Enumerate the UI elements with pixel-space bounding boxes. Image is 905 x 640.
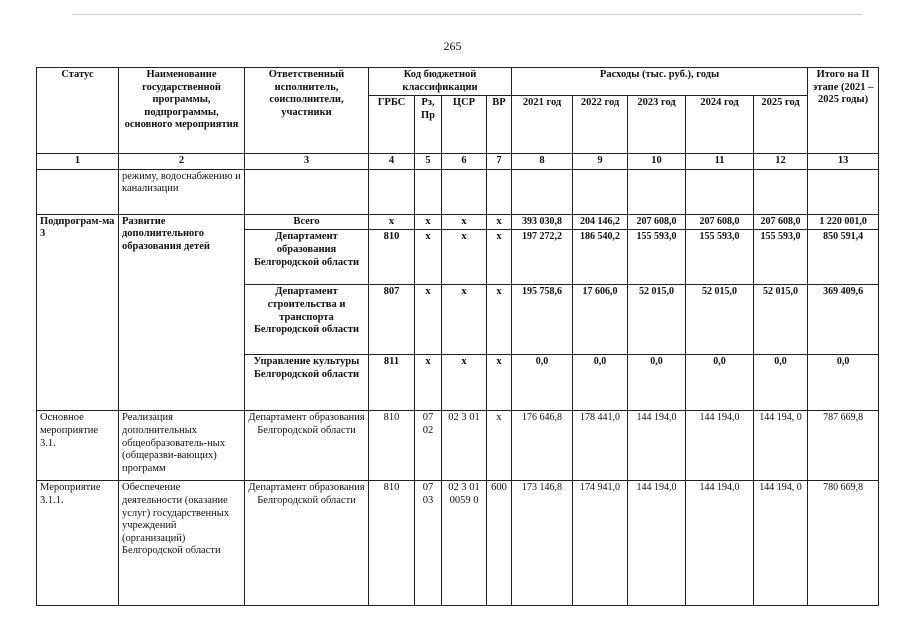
table-row <box>37 214 879 230</box>
value-2021: 197 272,2 <box>512 230 573 285</box>
value-total: 787 669,8 <box>808 411 879 481</box>
value-2024: 207 608,0 <box>686 214 754 230</box>
header-2022: 2022 год <box>573 96 628 154</box>
vr-cell: х <box>487 355 512 411</box>
value-2021: 393 030,8 <box>512 214 573 230</box>
col-num-1: 1 <box>37 154 119 170</box>
grbs-cell: 810 <box>369 481 415 606</box>
header-expenses: Расходы (тыс. руб.), годы <box>512 68 808 96</box>
col-num-3: 3 <box>245 154 369 170</box>
value-2024: 52 015,0 <box>686 285 754 355</box>
vr-cell: х <box>487 230 512 285</box>
executor-cell: Департамент строительства и транспорта Белгородской области <box>245 285 369 355</box>
value-2024: 0,0 <box>686 355 754 411</box>
value-2023: 144 194,0 <box>628 481 686 606</box>
value-2021: 0,0 <box>512 355 573 411</box>
grbs-cell: 807 <box>369 285 415 355</box>
grbs-cell: х <box>369 214 415 230</box>
value-2025: 144 194, 0 <box>754 411 808 481</box>
col-num-12: 12 <box>754 154 808 170</box>
continuation-name: режиму, водоснабжению и канализации <box>119 169 245 214</box>
value-2025: 207 608,0 <box>754 214 808 230</box>
value-2023: 52 015,0 <box>628 285 686 355</box>
executor-cell: Всего <box>245 214 369 230</box>
header-name: Наименование государственной программы, подпрограммы, основного мероприятия <box>119 68 245 154</box>
header-rzpr: Рз, Пр <box>415 96 442 154</box>
header-status: Статус <box>37 68 119 154</box>
col-num-8: 8 <box>512 154 573 170</box>
col-num-7: 7 <box>487 154 512 170</box>
col-num-13: 13 <box>808 154 879 170</box>
csr-cell: х <box>442 230 487 285</box>
col-num-2: 2 <box>119 154 245 170</box>
header-csr: ЦСР <box>442 96 487 154</box>
csr-cell: х <box>442 214 487 230</box>
value-total: 780 669,8 <box>808 481 879 606</box>
top-rule <box>72 14 862 15</box>
col-num-11: 11 <box>686 154 754 170</box>
value-2023: 155 593,0 <box>628 230 686 285</box>
executor-cell: Департамент образования Белгородской области <box>245 411 369 481</box>
col-num-4: 4 <box>369 154 415 170</box>
header-2025: 2025 год <box>754 96 808 154</box>
executor-cell: Управление культуры Белгородской области <box>245 355 369 411</box>
value-2025: 155 593,0 <box>754 230 808 285</box>
col-num-6: 6 <box>442 154 487 170</box>
event-status: Мероприятие 3.1.1. <box>37 481 119 606</box>
executor-cell: Департамент образования Белгородской области <box>245 481 369 606</box>
page-number: 265 <box>443 39 462 53</box>
header-vr: ВР <box>487 96 512 154</box>
col-num-9: 9 <box>573 154 628 170</box>
executor-cell: Департамент образования Белгородской области <box>245 230 369 285</box>
value-2023: 0,0 <box>628 355 686 411</box>
table-row <box>37 481 879 606</box>
value-2022: 0,0 <box>573 355 628 411</box>
col-num-10: 10 <box>628 154 686 170</box>
continuation-row <box>37 169 879 214</box>
header-2023: 2023 год <box>628 96 686 154</box>
value-2024: 144 194,0 <box>686 411 754 481</box>
value-total: 850 591,4 <box>808 230 879 285</box>
header-grbs: ГРБС <box>369 96 415 154</box>
rzpr-cell: х <box>415 214 442 230</box>
value-2021: 195 758,6 <box>512 285 573 355</box>
value-2025: 52 015,0 <box>754 285 808 355</box>
value-2021: 176 646,8 <box>512 411 573 481</box>
column-number-row <box>37 154 879 170</box>
rzpr-cell: х <box>415 355 442 411</box>
header-row-1 <box>37 68 879 96</box>
csr-cell: х <box>442 355 487 411</box>
col-num-5: 5 <box>415 154 442 170</box>
grbs-cell: 810 <box>369 230 415 285</box>
vr-cell: х <box>487 285 512 355</box>
value-2022: 174 941,0 <box>573 481 628 606</box>
value-2024: 155 593,0 <box>686 230 754 285</box>
value-2023: 207 608,0 <box>628 214 686 230</box>
csr-cell: 02 3 01 0059 0 <box>442 481 487 606</box>
subprogram-name: Развитие дополнительного образования детей <box>119 214 245 411</box>
main-event-status: Основное мероприятие 3.1. <box>37 411 119 481</box>
main-event-name: Реализация дополнительных общеобразователь-ных (общеразви-вающих) программ <box>119 411 245 481</box>
vr-cell: х <box>487 411 512 481</box>
header-total: Итого на II этапе (2021 – 2025 годы) <box>808 68 879 154</box>
rzpr-cell: х <box>415 285 442 355</box>
csr-cell: х <box>442 285 487 355</box>
value-2024: 144 194,0 <box>686 481 754 606</box>
rzpr-cell: х <box>415 230 442 285</box>
header-executor: Ответственный исполнитель, соисполнители, участники <box>245 68 369 154</box>
value-2022: 17 606,0 <box>573 285 628 355</box>
value-2025: 0,0 <box>754 355 808 411</box>
value-total: 1 220 001,0 <box>808 214 879 230</box>
table-row <box>37 411 879 481</box>
csr-cell: 02 3 01 <box>442 411 487 481</box>
value-2021: 173 146,8 <box>512 481 573 606</box>
header-2024: 2024 год <box>686 96 754 154</box>
rzpr-cell: 07 03 <box>415 481 442 606</box>
grbs-cell: 811 <box>369 355 415 411</box>
budget-table <box>36 67 879 606</box>
value-2025: 144 194, 0 <box>754 481 808 606</box>
vr-cell: х <box>487 214 512 230</box>
header-budget-code: Код бюджетной классификации <box>369 68 512 96</box>
vr-cell: 600 <box>487 481 512 606</box>
value-2022: 204 146,2 <box>573 214 628 230</box>
event-name: Обеспечение деятельности (оказание услуг) государственных учреждений (организаций) Белгородской области <box>119 481 245 606</box>
value-total: 369 409,6 <box>808 285 879 355</box>
value-2023: 144 194,0 <box>628 411 686 481</box>
subprogram-status: Подпрограм-ма 3 <box>37 214 119 411</box>
value-2022: 186 540,2 <box>573 230 628 285</box>
value-total: 0,0 <box>808 355 879 411</box>
value-2022: 178 441,0 <box>573 411 628 481</box>
rzpr-cell: 07 02 <box>415 411 442 481</box>
header-2021: 2021 год <box>512 96 573 154</box>
grbs-cell: 810 <box>369 411 415 481</box>
